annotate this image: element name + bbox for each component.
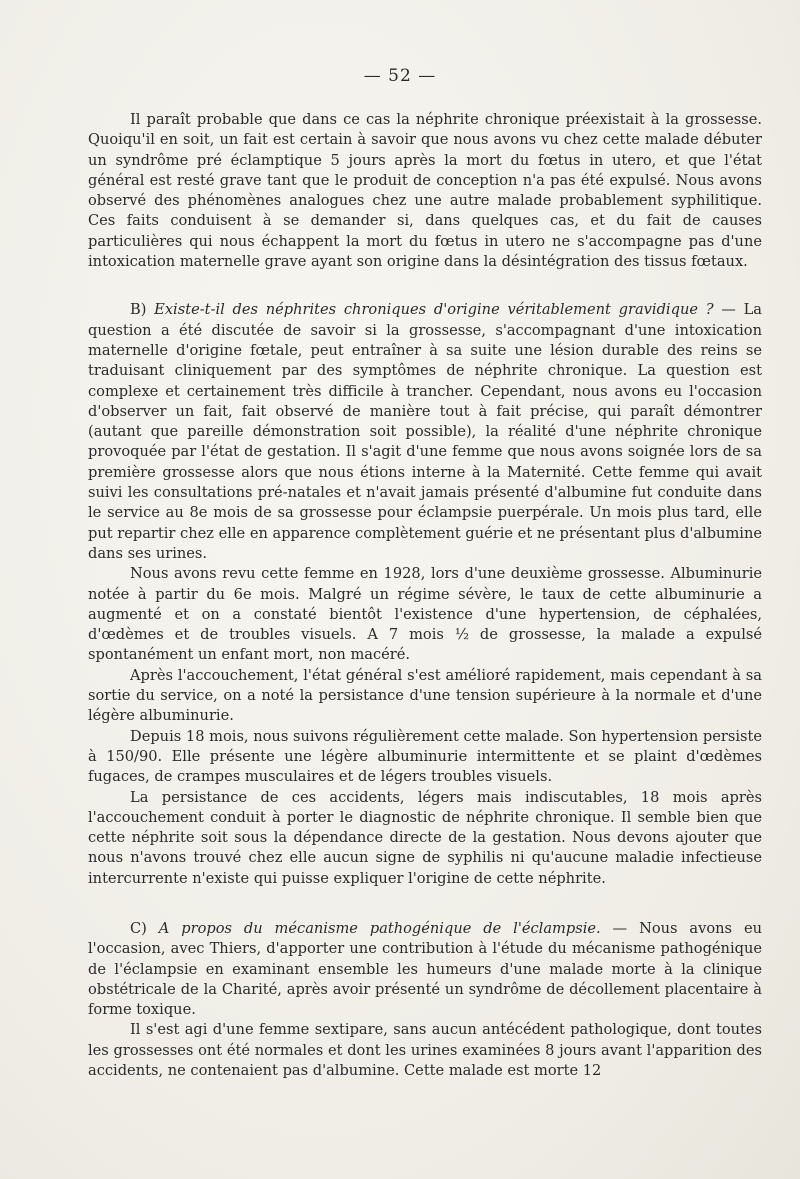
section-c-paragraph-2: Il s'est agi d'une femme sextipare, sans aucun antécédent pathologique, dont toutes les grossesses ont été normales et dont les urines examinées 8 jours avant l'apparition des accidents, ne contenaient pas d'albumine. Cette malade est morte 12 xyxy=(88,1021,762,1080)
section-b-paragraph-3: Après l'accouchement, l'état général s'est amélioré rapidement, mais cependant à sa sortie du service, on a noté la persistance d'une tension supérieure à la normale et d'une légère albuminurie. xyxy=(88,666,762,725)
section-c-paragraph xyxy=(88,919,762,1020)
section-b-paragraph-4: Depuis 18 mois, nous suivons régulièrement cette malade. Son hypertension persiste à 150/90. Elle présente une légère albuminurie intermittente et se plaint d'œdèmes fugaces, de crampes musculaires et de légers troubles visuels. xyxy=(88,727,762,786)
section-b-marker: B) xyxy=(130,301,147,319)
section-b-heading: Existe-t-il des néphrites chroniques d'origine véritablement gravidique ? xyxy=(154,301,714,319)
section-c-heading: A propos du mécanisme pathogénique de l'éclampsie. xyxy=(158,919,601,937)
section-b-text: — La question a été discutée de savoir si la grossesse, s'accompagnant d'une intoxication maternelle d'origine fœtale, peut entraîner à sa suite une lésion durable des reins se traduisant cliniquement par des symptômes de néphrite chronique. La question est complexe et certainement très difficile à trancher. Cependant, nous avons eu l'occasion d'observer un fait, fait observé de manière tout à fait précise, qui paraît démontrer (autant que pareille démonstration soit possible), la réalité d'une néphrite chronique provoquée par l'état de gestation. Il s'agit d'une femme que nous avons soignée lors de sa première grossesse alors que nous étions interne à la Maternité. Cette femme qui avait suivi les consultations pré-natales et n'avait jamais présenté d'albumine fut conduite dans le service au 8e mois de sa grossesse pour éclampsie puerpérale. Un mois plus tard, elle put repartir chez elle en apparence complètement guérie et ne présentant plus d'albumine dans ses urines. xyxy=(88,301,763,562)
section-b-paragraph-5: La persistance de ces accidents, légers mais indiscutables, 18 mois après l'accouchement conduit à porter le diagnostic de néphrite chronique. Il semble bien que cette néphrite soit sous la dépendance directe de la gestation. Nous devons ajouter que nous n'avons trouvé chez elle aucun signe de syphilis ni qu'aucune maladie infectieuse intercurrente n'existe qui puisse expliquer l'origine de cette néphrite. xyxy=(88,788,762,887)
paragraph-intro: Il paraît probable que dans ce cas la néphrite chronique préexistait à la grossesse. Quoiqu'il en soit, un fait est certain à savoir que nous avons vu chez cette malade débuter un syndrôme pré éclamptique 5 jours après la mort du fœtus in utero, et que l'état général est resté grave tant que le produit de conception n'a pas été expulsé. Nous avons observé des phénomènes analogues chez une autre malade probablement syphilitique. Ces faits conduisent à se demander si, dans quelques cas, et du fait de causes particulières qui nous échappent la mort du fœtus in utero ne s'accompagne pas d'une intoxication maternelle grave ayant son origine dans la désintégration des tissus fœtaux. xyxy=(88,111,762,271)
section-c-text: — Nous avons eu l'occasion, avec Thiers, d'apporter une contribution à l'étude du mécanisme pathogénique de l'éclampsie en examinant ensemble les humeurs d'une malade morte à la clinique obstétricale de la Charité, après avoir présenté un syndrôme de décollement placentaire à forme toxique. xyxy=(88,919,762,1019)
page-number: — 52 — xyxy=(363,66,437,86)
section-b-paragraph-2: Nous avons revu cette femme en 1928, lors d'une deuxième grossesse. Albuminurie notée à partir du 6e mois. Malgré un régime sévère, le taux de cette albuminurie a augmenté et on a constaté bientôt l'existence d'une hypertension, de céphalées, d'œdèmes et de troubles visuels. A 7 mois ½ de grossesse, la malade a expulsé spontanément un enfant mort, non macéré. xyxy=(88,565,762,664)
section-c-marker: C) xyxy=(130,919,147,937)
document-body xyxy=(88,110,762,1081)
section-b-paragraph xyxy=(88,300,762,564)
